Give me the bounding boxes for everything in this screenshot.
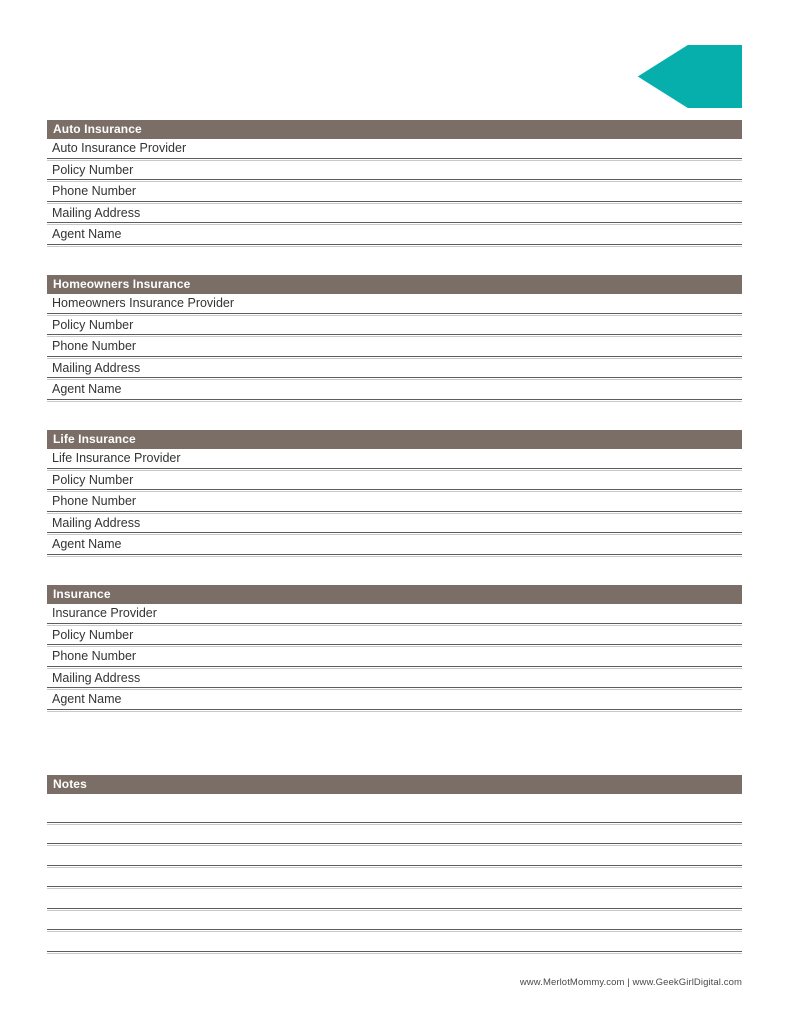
field-label: Agent Name xyxy=(52,227,122,241)
field-label: Phone Number xyxy=(52,494,137,508)
section-header: Insurance xyxy=(47,585,742,604)
form-field-row[interactable] xyxy=(47,161,742,183)
form-field-row[interactable] xyxy=(47,380,742,402)
field-label: Policy Number xyxy=(52,317,134,332)
form-field-row[interactable] xyxy=(47,316,742,338)
field-write-line xyxy=(47,244,742,247)
form-field-row[interactable] xyxy=(47,337,742,359)
form-field-row[interactable] xyxy=(47,604,742,626)
field-label: Insurance Provider xyxy=(52,606,157,620)
form-section xyxy=(47,585,742,712)
section-header: Auto Insurance xyxy=(47,120,742,139)
form-field-row[interactable] xyxy=(47,294,742,316)
form-field-row[interactable] xyxy=(47,514,742,536)
section-rows xyxy=(47,449,742,557)
notes-rule xyxy=(47,951,742,954)
field-label: Mailing Address xyxy=(52,515,141,530)
form-field-row[interactable] xyxy=(47,492,742,514)
form-field-row[interactable] xyxy=(47,182,742,204)
field-label: Agent Name xyxy=(52,537,122,551)
field-label: Phone Number xyxy=(52,339,137,353)
field-label: Phone Number xyxy=(52,649,137,663)
field-label: Homeowners Insurance Provider xyxy=(52,296,235,310)
notes-lines-container xyxy=(47,803,742,954)
field-write-line xyxy=(47,554,742,557)
form-section xyxy=(47,120,742,247)
notes-section xyxy=(47,775,742,954)
field-label: Phone Number xyxy=(52,184,137,198)
form-section xyxy=(47,275,742,402)
field-write-line xyxy=(47,709,742,712)
section-rows xyxy=(47,604,742,712)
page-title: Insurance Information Sheet xyxy=(59,55,597,96)
field-label: Mailing Address xyxy=(52,360,141,375)
field-label: Agent Name xyxy=(52,692,122,706)
field-label: Policy Number xyxy=(52,162,134,177)
field-write-line xyxy=(47,399,742,402)
field-label: Mailing Address xyxy=(52,205,141,220)
form-field-row[interactable] xyxy=(47,647,742,669)
form-field-row[interactable] xyxy=(47,669,742,691)
notes-write-line[interactable] xyxy=(47,868,742,890)
section-header: Life Insurance xyxy=(47,430,742,449)
notes-write-line[interactable] xyxy=(47,911,742,933)
form-section xyxy=(47,430,742,557)
form-field-row[interactable] xyxy=(47,359,742,381)
title-banner xyxy=(47,45,742,108)
field-label: Life Insurance Provider xyxy=(52,451,181,465)
notes-write-line[interactable] xyxy=(47,825,742,847)
form-field-row[interactable] xyxy=(47,225,742,247)
form-field-row[interactable] xyxy=(47,139,742,161)
field-label: Policy Number xyxy=(52,627,134,642)
field-label: Auto Insurance Provider xyxy=(52,141,187,155)
notes-section-header: Notes xyxy=(47,775,742,794)
form-field-row[interactable] xyxy=(47,690,742,712)
notes-write-line[interactable] xyxy=(47,889,742,911)
notes-write-line[interactable] xyxy=(47,846,742,868)
footer-credit: www.MerlotMommy.com | www.GeekGirlDigital.com xyxy=(519,977,742,988)
field-label: Mailing Address xyxy=(52,670,141,685)
notes-write-line[interactable] xyxy=(47,932,742,954)
section-rows xyxy=(47,294,742,402)
form-field-row[interactable] xyxy=(47,471,742,493)
notes-write-line[interactable] xyxy=(47,803,742,825)
form-field-row[interactable] xyxy=(47,535,742,557)
field-label: Policy Number xyxy=(52,472,134,487)
section-header: Homeowners Insurance xyxy=(47,275,742,294)
section-rows xyxy=(47,139,742,247)
field-label: Agent Name xyxy=(52,382,122,396)
form-field-row[interactable] xyxy=(47,626,742,648)
form-field-row[interactable] xyxy=(47,449,742,471)
form-field-row[interactable] xyxy=(47,204,742,226)
